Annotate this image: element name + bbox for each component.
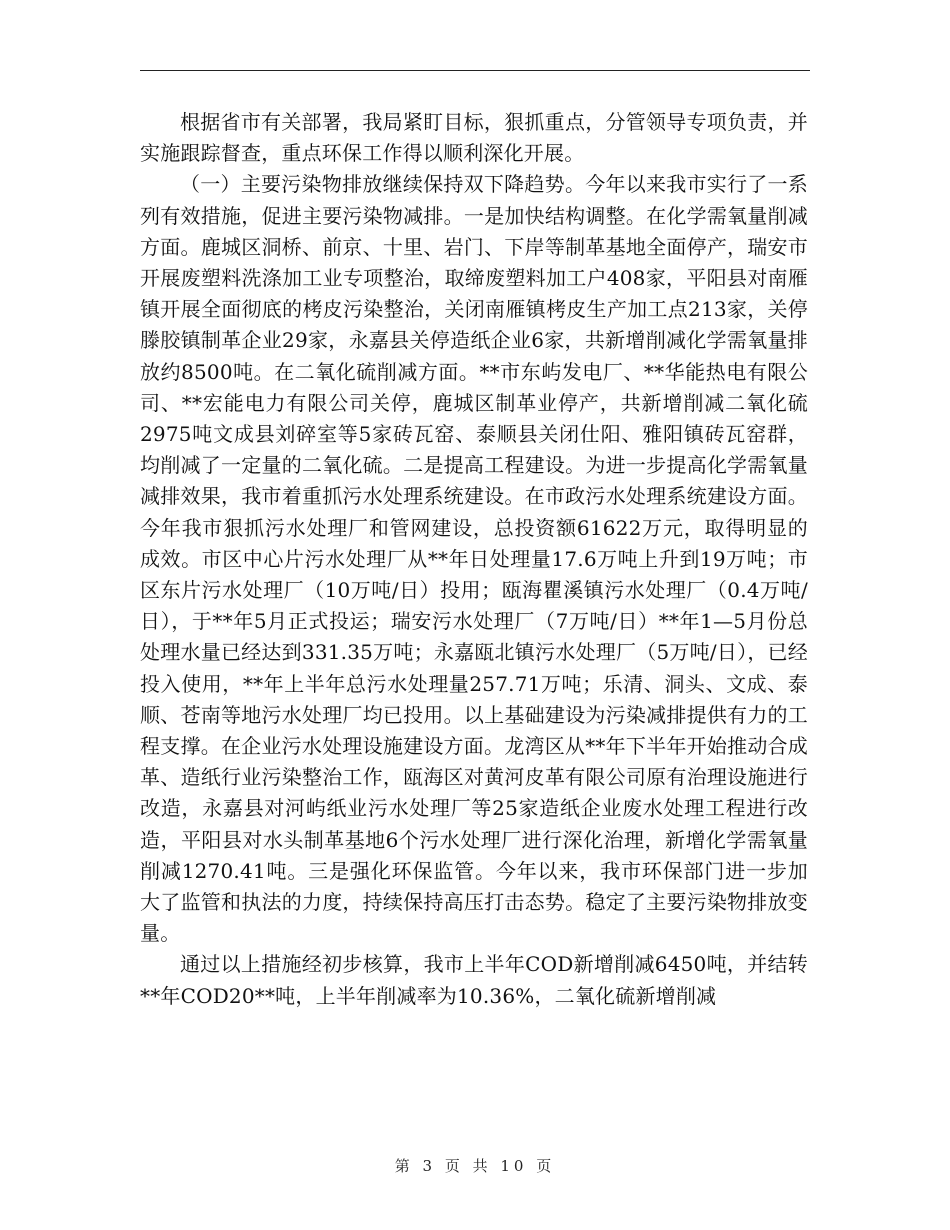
paragraph-intro: 根据省市有关部署，我局紧盯目标，狠抓重点，分管领导专项负责，并实施跟踪督查，重点环保工作得以顺利深化开展。 [140, 110, 808, 166]
page-number: 第 3 页 共 10 页 [394, 1157, 556, 1175]
document-body [140, 107, 808, 1012]
paragraph-section-one: （一）主要污染物排放继续保持双下降趋势。今年以来我市实行了一系列有效措施，促进主要污染物减排。一是加快结构调整。在化学需氧量削减方面。鹿城区洞桥、前京、十里、岩门、下岸等制革基地全面停产，瑞安市开展废塑料洗涤加工业专项整治，取缔废塑料加工户408家，平阳县对南雁镇开展全面彻底的栲皮污染整治，关闭南雁镇栲皮生产加工点213家，关停滕胶镇制革企业29家，永嘉县关停造纸企业6家，共新增削减化学需氧量排放约8500吨。在二氧化硫削减方面。**市东屿发电厂、**华能热电有限公司、**宏能电力有限公司关停，鹿城区制革业停产，共新增削减二氧化硫2975吨文成县刘碎室等5家砖瓦窑、泰顺县关闭仕阳、雅阳镇砖瓦窑群，均削减了一定量的二氧化硫。二是提高工程建设。为进一步提高化学需氧量减排效果，我市着重抓污水处理系统建设。在市政污水处理系统建设方面。今年我市狠抓污水处理厂和管网建设，总投资额61622万元，取得明显的成效。市区中心片污水处理厂从**年日处理量17.6万吨上升到19万吨；市区东片污水处理厂（10万吨/日）投用；瓯海瞿溪镇污水处理厂（0.4万吨/日），于**年5月正式投运；瑞安污水处理厂（7万吨/日）**年1—5月份总处理水量已经达到331.35万吨；永嘉瓯北镇污水处理厂（5万吨/日），已经投入使用，**年上半年总污水处理量257.71万吨；乐清、洞头、文成、泰顺、苍南等地污水处理厂均已投用。以上基础建设为污染减排提供有力的工程支撑。在企业污水处理设施建设方面。龙湾区从**年下半年开始推动合成革、造纸行业污染整治工作，瓯海区对黄河皮革有限公司原有治理设施进行改造，永嘉县对河屿纸业污水处理厂等25家造纸企业废水处理工程进行改造，平阳县对水头制革基地6个污水处理厂进行深化治理，新增化学需氧量削减1270.41吨。三是强化环保监管。今年以来，我市环保部门进一步加大了监管和执法的力度，持续保持高压打击态势。稳定了主要污染物排放变量。 [140, 172, 808, 946]
header-rule [140, 70, 810, 71]
paragraph-summary: 通过以上措施经初步核算，我市上半年COD新增削减6450吨，并结转**年COD20**吨，上半年削减率为10.36%，二氧化硫新增削减 [140, 952, 808, 1008]
